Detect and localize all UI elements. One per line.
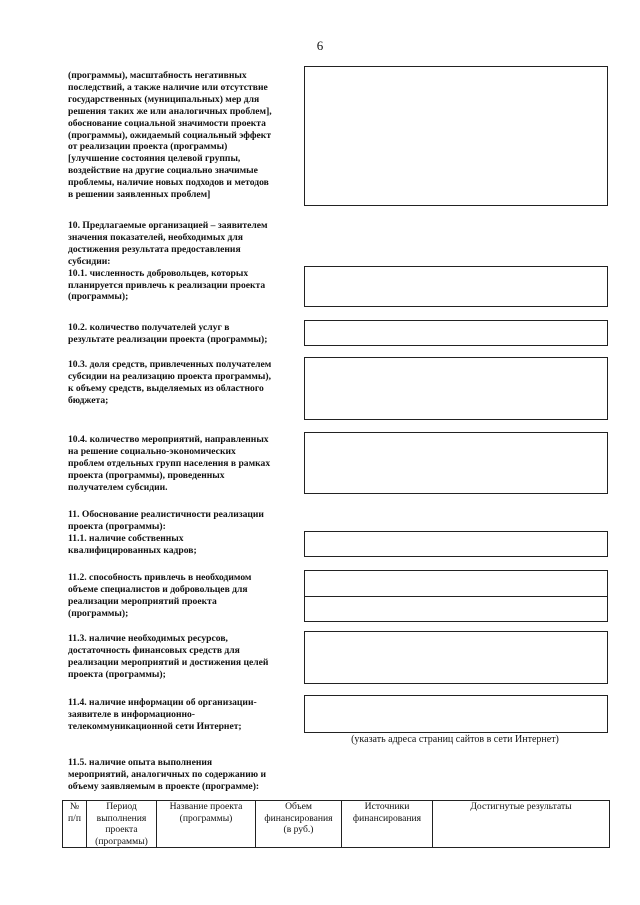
- intro-line: от реализации проекта (программы): [68, 141, 228, 153]
- item-10-3-line: 10.3. доля средств, привлеченных получателем: [68, 359, 272, 370]
- item-10-3-line: бюджета;: [68, 394, 109, 406]
- item-10-4: [68, 434, 295, 494]
- item-10-4-line: получателем субсидии.: [68, 481, 168, 493]
- column-header-funding-sources: Источники финансирования: [342, 801, 433, 848]
- item-11-2-field-divider: [304, 596, 608, 597]
- item-11-4-answer-field[interactable]: [304, 695, 608, 733]
- intro-paragraph: [68, 70, 295, 201]
- item-10-4-line: 10.4. количество мероприятий, направленных: [68, 434, 269, 445]
- item-11-2-line: реализации мероприятий проекта: [68, 595, 217, 607]
- item-11-4-hint: (указать адреса страниц сайтов в сети Интернет): [351, 734, 559, 745]
- section-10-block: [68, 220, 295, 303]
- item-11-2-line: (программы);: [68, 607, 129, 619]
- item-11-3-line: реализации мероприятий и достижения целей: [68, 656, 269, 668]
- section-10-heading-line: 10. Предлагаемые организацией – заявителем: [68, 220, 268, 231]
- item-11-5-line: 11.5. наличие опыта выполнения: [68, 757, 213, 768]
- item-11-4-line: 11.4. наличие информации об организации-: [68, 697, 257, 708]
- intro-line: в решении заявленных проблем]: [68, 189, 211, 201]
- item-10-4-answer-field[interactable]: [304, 432, 608, 494]
- item-10-3: [68, 359, 295, 407]
- item-11-3-line: проекта (программы);: [68, 668, 166, 680]
- item-11-4-line: телекоммуникационной сети Интернет;: [68, 720, 242, 732]
- intro-line: проблемы, наличие новых подходов и методов: [68, 177, 269, 189]
- intro-line: обоснование социальной значимости проекта: [68, 117, 266, 129]
- intro-line: [улучшение состояния целевой группы,: [68, 153, 241, 165]
- item-11-1-answer-field[interactable]: [304, 531, 608, 557]
- item-11-3-answer-field[interactable]: [304, 631, 608, 684]
- intro-line: (программы), ожидаемый социальный эффект: [68, 129, 272, 141]
- column-header-period: Период выполнения проекта (программы): [87, 801, 157, 848]
- item-10-1-line: 10.1. численность добровольцев, которых: [68, 267, 249, 279]
- item-10-4-line: проекта (программы), проведенных: [68, 469, 225, 481]
- intro-line: решения таких же или аналогичных проблем],: [68, 105, 272, 117]
- item-10-2-line: 10.2. количество получателей услуг в: [68, 322, 230, 333]
- item-11-1-line: квалифицированных кадров;: [68, 544, 197, 556]
- item-11-4: [68, 697, 295, 733]
- item-10-2-answer-field[interactable]: [304, 320, 608, 346]
- column-header-project-name: Название проекта (программы): [157, 801, 256, 848]
- intro-line: воздействие на другие социально значимые: [68, 165, 258, 177]
- item-11-1-line: 11.1. наличие собственных: [68, 532, 184, 544]
- item-11-3-line: достаточность финансовых средств для: [68, 644, 240, 656]
- section-11-block: [68, 509, 295, 557]
- page-number: 6: [316, 38, 324, 53]
- section-10-heading-line: значения показателей, необходимых для: [68, 231, 243, 243]
- item-10-2-line: результате реализации проекта (программы);: [68, 333, 268, 345]
- section-10-heading-line: достижения результата предоставления: [68, 243, 241, 255]
- item-10-1-line: планируется привлечь к реализации проекта: [68, 279, 266, 291]
- experience-table: [62, 800, 610, 848]
- table-header-row: [63, 801, 610, 848]
- item-11-5-line: объему заявляемым в проекте (программе):: [68, 780, 260, 792]
- column-header-results: Достигнутые результаты: [433, 801, 610, 848]
- item-11-5: [68, 757, 295, 793]
- intro-line: государственных (муниципальных) мер для: [68, 93, 260, 105]
- item-11-2: [68, 572, 295, 620]
- item-10-3-line: субсидии на реализацию проекта программы),: [68, 370, 272, 382]
- item-10-4-line: на решение социально-экономических: [68, 445, 236, 457]
- intro-line: (программы), масштабность негативных: [68, 70, 247, 81]
- item-11-3-line: 11.3. наличие необходимых ресурсов,: [68, 633, 228, 644]
- item-10-2: [68, 322, 295, 346]
- item-11-2-line: объеме специалистов и добровольцев для: [68, 583, 248, 595]
- column-header-funding-amount: Объем финансирования (в руб.): [256, 801, 342, 848]
- item-10-4-line: проблем отдельных групп населения в рамках: [68, 457, 271, 469]
- item-10-1-line: (программы);: [68, 291, 129, 303]
- intro-line: последствий, а также наличие или отсутствие: [68, 81, 268, 93]
- item-11-3: [68, 633, 295, 681]
- column-header-number: № п/п: [63, 801, 87, 848]
- item-10-3-answer-field[interactable]: [304, 357, 608, 420]
- section-11-heading-line: 11. Обоснование реалистичности реализации: [68, 509, 264, 520]
- item-11-4-line: заявителе в информационно-: [68, 708, 195, 720]
- intro-answer-field[interactable]: [304, 66, 608, 206]
- section-10-heading-line: субсидии:: [68, 255, 111, 267]
- section-11-heading-line: проекта (программы):: [68, 520, 166, 532]
- item-11-5-line: мероприятий, аналогичных по содержанию и: [68, 768, 266, 780]
- item-10-1-answer-field[interactable]: [304, 266, 608, 307]
- item-11-2-line: 11.2. способность привлечь в необходимом: [68, 572, 252, 583]
- item-10-3-line: к объему средств, выделяемых из областного: [68, 382, 264, 394]
